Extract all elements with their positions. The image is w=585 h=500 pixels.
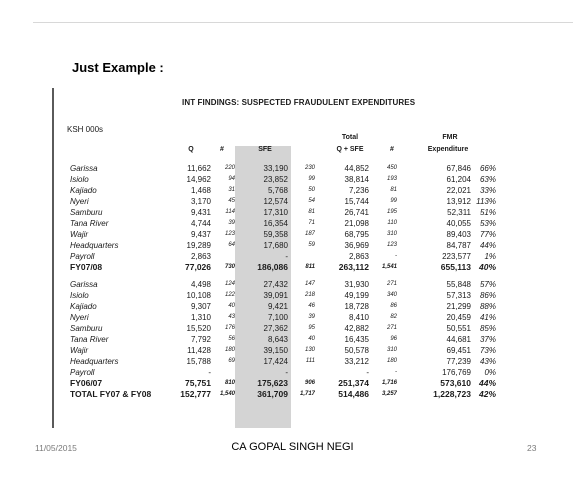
percent-value: 33% [479,186,496,195]
count-1: 176 [224,325,235,331]
q-value: 4,744 [190,219,211,228]
row-label: Payroll [70,252,95,261]
percent-value: 43% [479,357,496,366]
percent-value: 40% [478,262,496,272]
fmr-value: 55,848 [446,280,471,289]
row-label: Payroll [70,368,95,377]
q-value: 4,498 [190,280,211,289]
table-row [52,312,498,323]
count-1: 43 [228,314,235,320]
row-label: Isiolo [70,291,89,300]
header-hash-1: # [220,146,224,153]
percent-value: 66% [479,164,496,173]
fmr-value: 61,204 [446,175,471,184]
total-value: 2,863 [348,252,369,261]
percent-value: 44% [478,378,496,388]
percent-value: 53% [479,219,496,228]
count-3: 193 [386,176,397,182]
sfe-value: 16,354 [263,219,288,228]
count-2: 50 [308,187,315,193]
count-1: 45 [228,198,235,204]
count-3: 310 [386,347,397,353]
count-1: 69 [228,358,235,364]
row-label: Garissa [70,164,98,173]
sfe-value: 39,150 [263,346,288,355]
row-label: Wajir [70,346,89,355]
q-value: 2,863 [190,252,211,261]
count-2: 1,717 [299,391,315,397]
table-row [52,196,498,207]
percent-value: 113% [476,197,496,206]
row-label: Wajir [70,230,89,239]
sfe-value: 17,310 [263,208,288,217]
sfe-value: 59,358 [263,230,288,239]
count-3: 99 [390,198,397,204]
fmr-value: 52,311 [447,208,471,217]
fmr-value: 77,239 [446,357,471,366]
row-label: Samburu [70,324,103,333]
total-row [52,389,498,400]
total-row [52,378,498,389]
header-total: Total [341,134,359,141]
sfe-value: 7,100 [267,313,288,322]
percent-value: 44% [479,241,496,250]
row-label: Tana River [70,335,109,344]
header-hash-2: # [390,146,394,153]
q-value: 15,520 [186,324,211,333]
fmr-value: 69,451 [446,346,471,355]
sfe-value: - [285,252,288,261]
count-2: 40 [308,336,315,342]
percent-value: 85% [479,324,496,333]
total-value: 68,795 [344,230,369,239]
total-value: - [366,368,369,377]
count-2: 39 [308,314,315,320]
total-value: 44,852 [344,164,369,173]
sfe-value: 9,421 [267,302,288,311]
count-3: - [395,369,397,375]
row-label: Kajiado [70,302,97,311]
q-value: 9,431 [190,208,211,217]
percent-value: 42% [478,389,496,399]
q-value: 14,962 [186,175,211,184]
percent-value: 0% [484,368,496,377]
count-2 [288,251,315,262]
count-2: 59 [308,242,315,248]
row-label: Headquarters [70,241,119,250]
percent-value: 57% [479,280,496,289]
sfe-value: 361,709 [257,389,288,399]
footer-date: 11/05/2015 [35,443,77,453]
count-1: 220 [224,165,235,171]
count-3: 450 [386,165,397,171]
row-label: FY07/08 [70,262,103,272]
sfe-value: 27,362 [263,324,288,333]
total-value: 26,741 [344,208,369,217]
q-value: 7,792 [190,335,211,344]
percent-value: 51% [479,208,496,217]
q-value: 77,026 [185,262,211,272]
count-2 [288,367,315,378]
count-2: 71 [308,220,315,226]
fmr-value: 44,681 [446,335,471,344]
fmr-value: 21,299 [446,302,471,311]
q-value: - [208,368,211,377]
count-1: 40 [228,303,235,309]
top-divider [33,22,573,23]
q-value: 15,788 [186,357,211,366]
q-value: 9,307 [190,302,211,311]
total-row [52,262,498,273]
total-value: 38,814 [344,175,369,184]
header-q-plus-sfe: Q + SFE [336,146,364,153]
q-value: 9,437 [190,230,211,239]
count-2: 906 [304,380,315,386]
header-sfe: SFE [258,146,272,153]
row-label: Nyeri [70,197,89,206]
count-1: 1,540 [219,391,235,397]
count-2: 187 [304,231,315,237]
count-2: 218 [304,292,315,298]
q-value: 1,468 [190,186,211,195]
table-row [52,356,498,367]
count-2: 81 [308,209,315,215]
total-value: 16,435 [344,335,369,344]
table-row [52,301,498,312]
document-image [52,88,526,428]
unit-label: KSH 000s [67,125,104,134]
count-1: 730 [224,264,235,270]
total-value: 49,199 [344,291,369,300]
total-value: 21,098 [344,219,369,228]
count-2: 99 [308,176,315,182]
row-label: Isiolo [70,175,89,184]
table-row [52,334,498,345]
row-label: Headquarters [70,357,119,366]
total-value: 33,212 [344,357,369,366]
q-value: 10,108 [186,291,211,300]
expenditure-table [52,163,498,400]
count-3: - [395,253,397,259]
count-2: 811 [305,264,315,270]
count-2: 130 [304,347,315,353]
slide-heading: Just Example : [72,60,164,75]
percent-value: 88% [479,302,496,311]
fmr-value: 176,769 [442,368,471,377]
sfe-value: 12,574 [263,197,288,206]
header-fmr: FMR [442,134,458,141]
fmr-value: 655,113 [440,262,471,272]
table-row [52,174,498,185]
q-value: 19,289 [186,241,211,250]
sfe-value: 39,091 [263,291,288,300]
percent-value: 77% [479,230,496,239]
count-3: 110 [387,220,397,226]
total-value: 18,728 [344,302,369,311]
count-1: 122 [224,292,235,298]
sfe-value: 186,086 [257,262,288,272]
count-2: 230 [304,165,315,171]
percent-value: 37% [479,335,496,344]
percent-value: 63% [479,175,496,184]
count-3: 180 [386,358,397,364]
sfe-value: 17,680 [263,241,288,250]
sfe-value: 5,768 [267,186,288,195]
fmr-value: 223,577 [442,252,471,261]
count-3: 3,257 [381,391,397,397]
header-q: Q [188,146,194,153]
percent-value: 41% [479,313,496,322]
sfe-value: - [285,368,288,377]
count-3: 81 [390,187,397,193]
count-3: 1,716 [381,380,397,386]
fmr-value: 50,551 [446,324,471,333]
total-value: 263,112 [338,262,369,272]
fmr-value: 20,459 [446,313,471,322]
count-3: 340 [386,292,397,298]
count-1: 810 [224,380,235,386]
total-value: 50,578 [344,346,369,355]
count-3: 1,541 [381,264,397,270]
total-value: 31,930 [344,280,369,289]
footer-author: CA GOPAL SINGH NEGI [231,441,354,453]
table-row [52,163,498,174]
sfe-value: 175,623 [257,378,288,388]
count-3: 96 [390,336,397,342]
count-1: 124 [224,281,235,287]
total-value: 251,374 [338,378,369,388]
fmr-value: 89,403 [446,230,471,239]
fmr-value: 22,021 [446,186,471,195]
fmr-value: 1,228,723 [433,389,471,399]
count-1: 39 [228,220,235,226]
row-label: TOTAL FY07 & FY08 [70,389,152,399]
total-value: 8,410 [348,313,369,322]
row-label: Samburu [70,208,103,217]
count-1: 114 [225,209,235,215]
table-row [52,251,498,262]
total-value: 36,969 [344,241,369,250]
row-label: FY06/07 [70,378,103,388]
q-value: 152,777 [180,389,211,399]
q-value: 11,662 [187,164,211,173]
count-1: 64 [228,242,235,248]
sfe-value: 17,424 [263,357,288,366]
count-1: 94 [228,176,235,182]
sfe-value: 8,643 [267,335,288,344]
row-label: Nyeri [70,313,89,322]
total-value: 514,486 [338,389,369,399]
count-3: 271 [386,325,397,331]
table-row [52,323,498,334]
count-2: 46 [308,303,315,309]
count-3: 271 [386,281,397,287]
count-1: 31 [228,187,235,193]
count-2: 95 [308,325,315,331]
row-label: Kajiado [70,186,97,195]
count-1: 56 [228,336,235,342]
fmr-value: 13,912 [446,197,471,206]
table-row [52,367,498,378]
count-2: 147 [304,281,315,287]
fmr-value: 40,055 [446,219,471,228]
fmr-value: 57,313 [446,291,471,300]
count-1: 123 [224,231,235,237]
count-3: 310 [386,231,397,237]
count-3: 86 [390,303,397,309]
table-title: INT FINDINGS: SUSPECTED FRAUDULENT EXPENDITURES [182,98,416,107]
percent-value: 1% [484,252,496,261]
total-value: 7,236 [348,186,369,195]
sfe-value: 33,190 [263,164,288,173]
table-row [52,218,498,229]
fmr-value: 67,846 [446,164,471,173]
table-row [52,207,498,218]
total-value: 15,744 [344,197,369,206]
header-expenditure: Expenditure [427,146,469,153]
fmr-value: 84,787 [446,241,471,250]
q-value: 75,751 [185,378,211,388]
table-row [52,279,498,290]
fmr-value: 573,610 [440,378,471,388]
count-3: 195 [386,209,397,215]
count-3: 123 [386,242,397,248]
row-label: Tana River [70,219,109,228]
q-value: 11,428 [187,346,211,355]
footer-page-number: 23 [527,443,537,453]
count-2: 111 [305,358,315,364]
count-1: 180 [224,347,235,353]
table-row [52,290,498,301]
count-3: 82 [390,314,397,320]
q-value: 1,310 [190,313,211,322]
sfe-value: 23,852 [263,175,288,184]
table-row [52,240,498,251]
count-1 [211,367,235,378]
sfe-value: 27,432 [263,280,288,289]
count-2: 54 [308,198,315,204]
row-label: Garissa [70,280,98,289]
table-row [52,345,498,356]
table-row [52,185,498,196]
table-row [52,229,498,240]
percent-value: 86% [479,291,496,300]
count-1 [211,251,235,262]
q-value: 3,170 [190,197,211,206]
total-value: 42,882 [344,324,369,333]
percent-value: 73% [479,346,496,355]
